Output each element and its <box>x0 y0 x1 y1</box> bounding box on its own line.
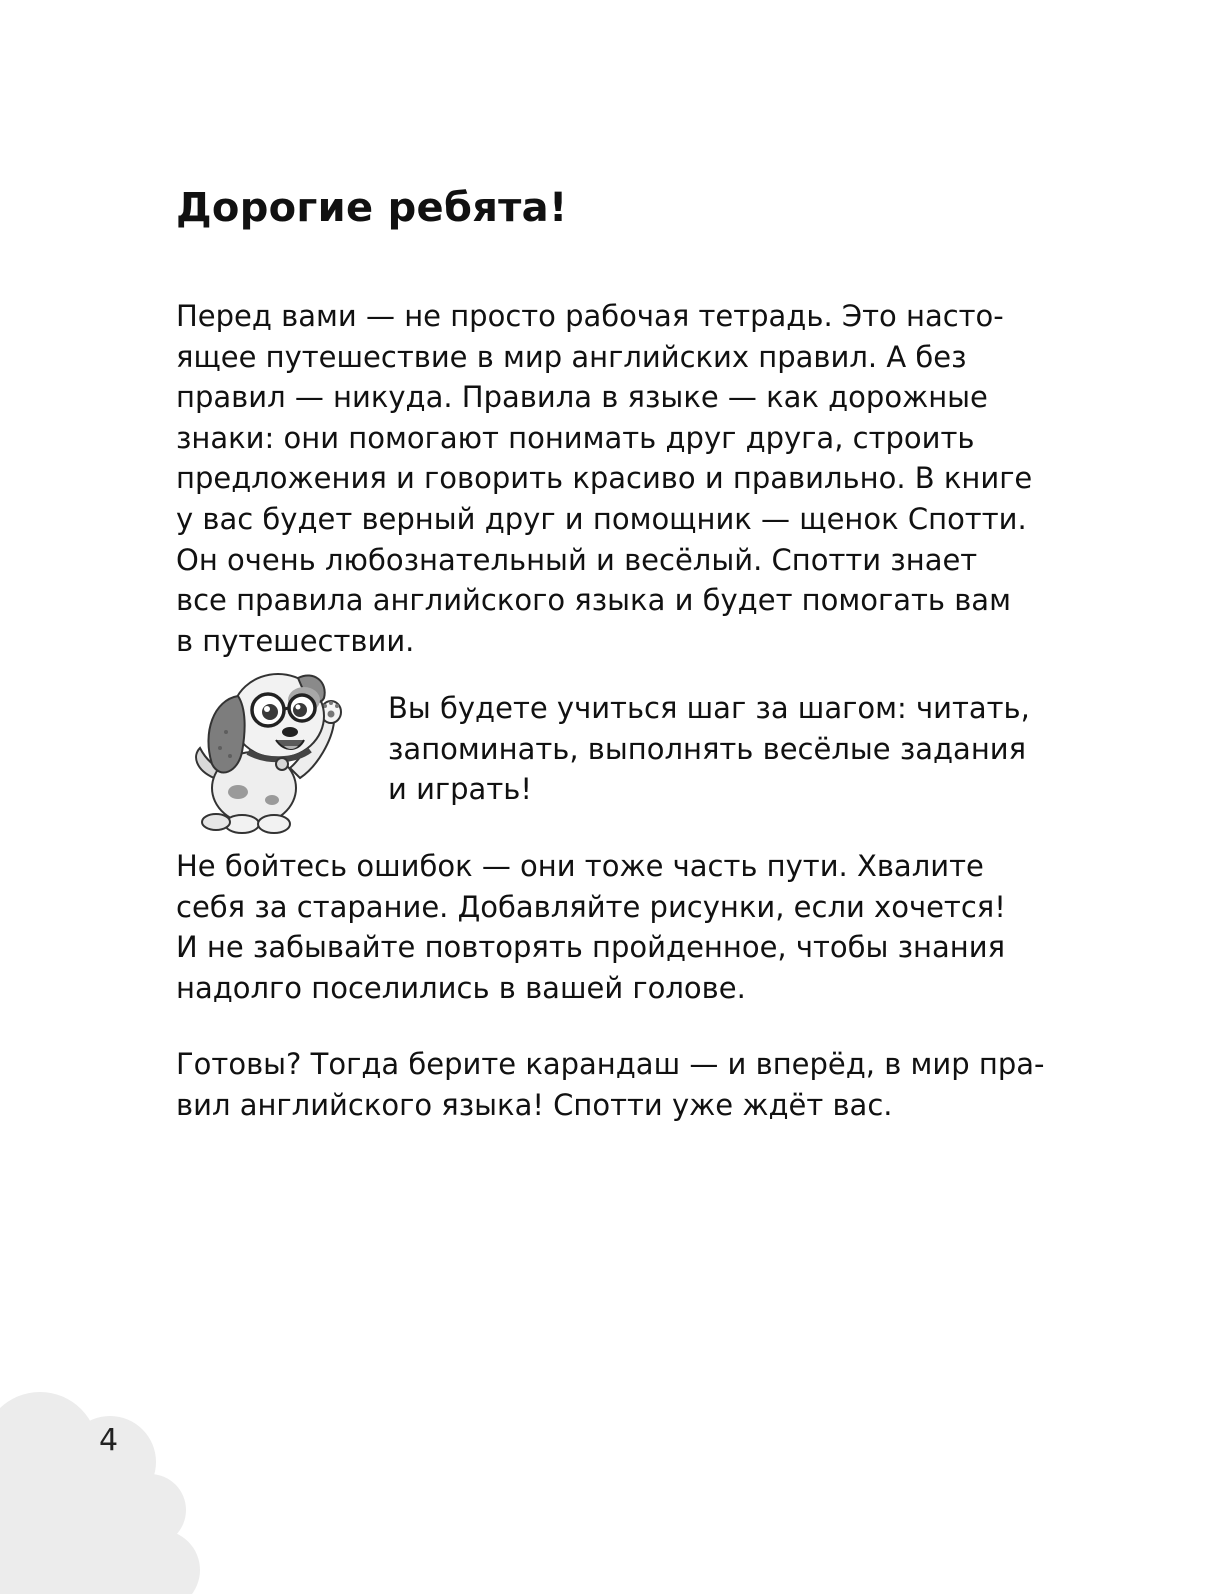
text-line: Он очень любознательный и весёлый. Спотти знает <box>176 542 978 577</box>
text-line: И не забывайте повторять пройденное, чтобы знания <box>176 930 1006 965</box>
text-line: предложения и говорить красиво и правильно. В книге <box>176 461 1033 496</box>
text-line: ящее путешествие в мир английских правил. А без <box>176 339 967 374</box>
intro-paragraph <box>176 296 1076 661</box>
text-line: Вы будете учиться шаг за шагом: читать, <box>388 691 1030 725</box>
page-number: 4 <box>99 1423 119 1458</box>
text-line: и играть! <box>388 772 532 807</box>
advice-paragraph <box>176 846 1076 1008</box>
puppy-caption-paragraph <box>388 688 1068 810</box>
puppy-spotty-icon <box>186 660 356 840</box>
text-line: Готовы? Тогда берите карандаш — и вперёд, в мир пра- <box>176 1047 1045 1081</box>
text-line: правил — никуда. Правила в языке — как дорожные <box>176 380 988 415</box>
closing-paragraph <box>176 1044 1076 1125</box>
text-line: Не бойтесь ошибок — они тоже часть пути. Хвалите <box>176 849 984 883</box>
cloud-decoration <box>0 1380 210 1594</box>
text-line: знаки: они помогают понимать друг друга, строить <box>176 420 975 455</box>
text-line: себя за старание. Добавляйте рисунки, если хочется! <box>176 889 1006 924</box>
text-line: Перед вами — не просто рабочая тетрадь. Это насто- <box>176 299 1004 333</box>
text-line: в путешествии. <box>176 623 415 658</box>
text-line: вил английского языка! Спотти уже ждёт вас. <box>176 1087 893 1122</box>
page-title: Дорогие ребята! <box>176 185 568 231</box>
text-line: у вас будет верный друг и помощник — щенок Спотти. <box>176 501 1027 536</box>
text-line: все правила английского языка и будет помогать вам <box>176 583 1011 618</box>
text-line: надолго поселились в вашей голове. <box>176 970 746 1005</box>
text-line: запоминать, выполнять весёлые задания <box>388 731 1027 766</box>
